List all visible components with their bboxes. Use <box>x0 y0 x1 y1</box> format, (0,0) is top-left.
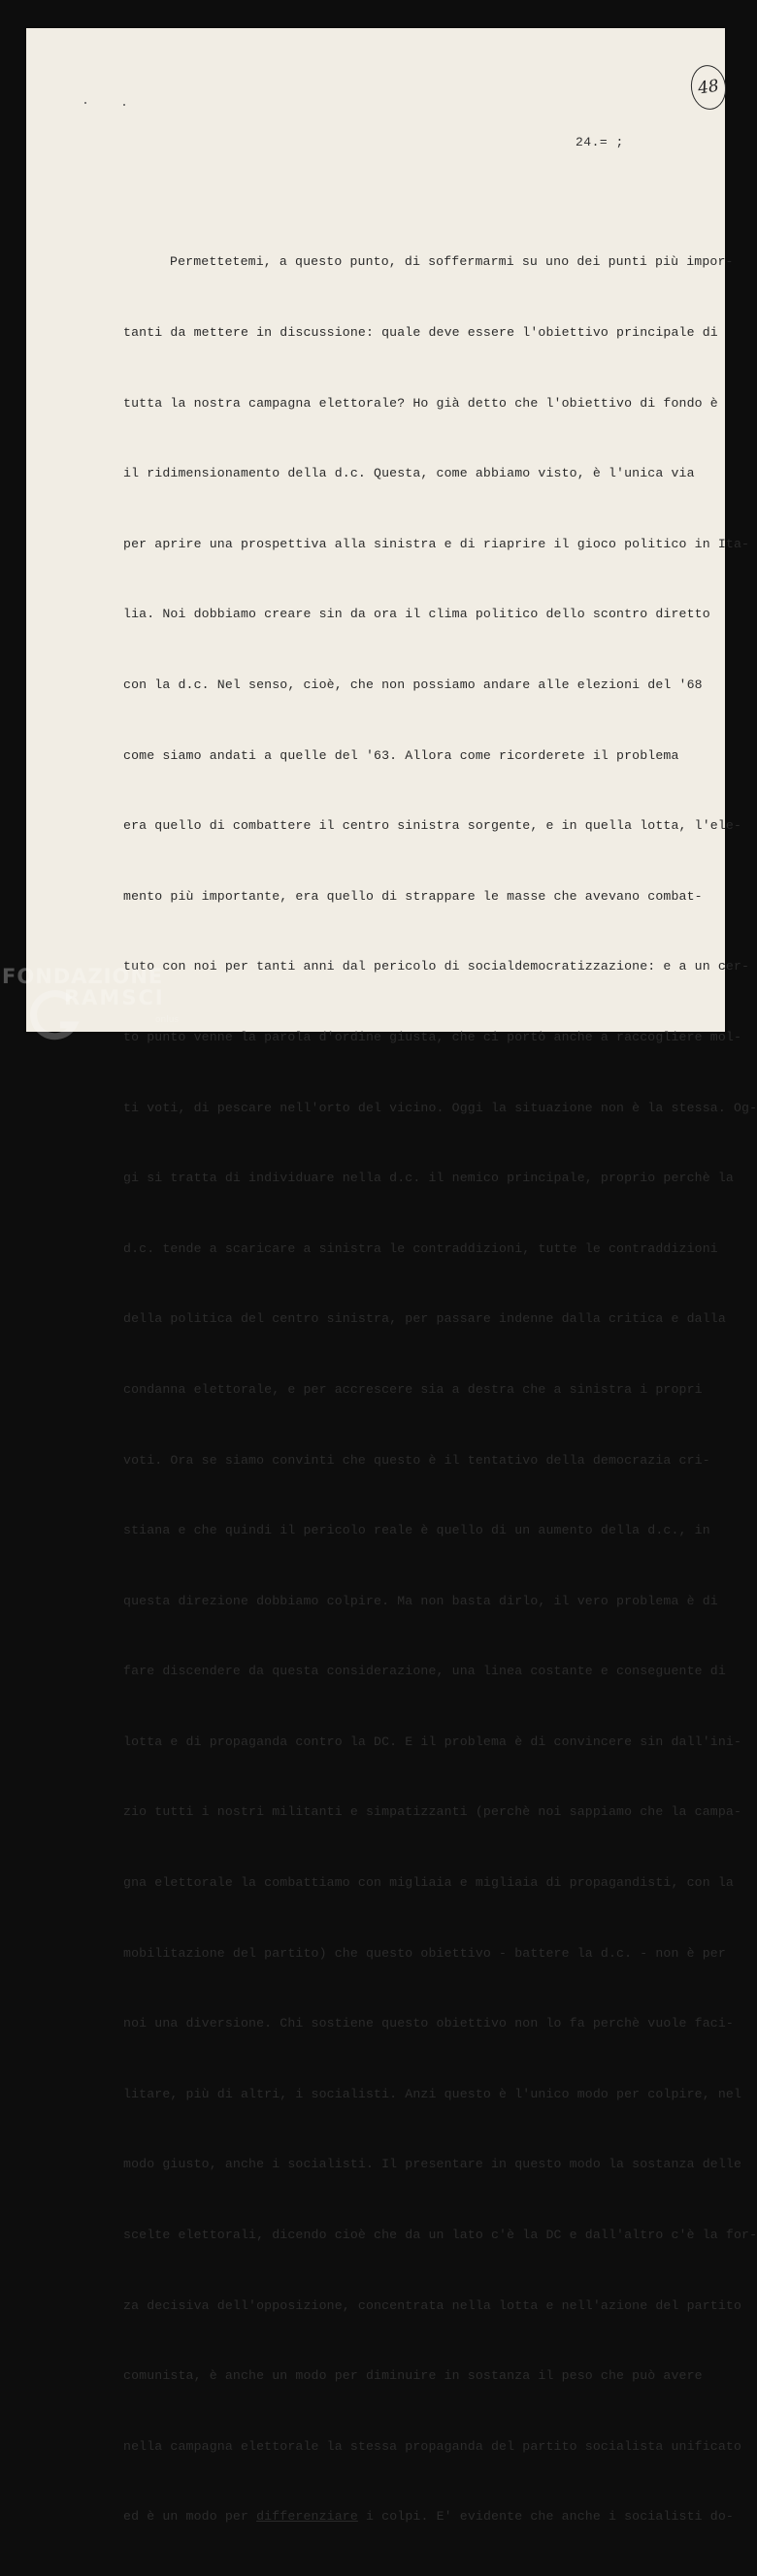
text-line: condanna elettorale, e per accrescere sia a destra che a sinistra i propri <box>123 1381 703 1397</box>
text-line: voti. Ora se siamo convinti che questo è il tentativo della democrazia cri- <box>123 1452 710 1468</box>
text-line: fare discendere da questa considerazione, una linea costante e conseguente di <box>123 1664 726 1679</box>
text-line: zio tutti i nostri militanti e simpatizzanti (perchè noi sappiamo che la campa- <box>123 1804 742 1820</box>
text-line: nella campagna elettorale la stessa propaganda del partito socialista unificato <box>123 2438 742 2454</box>
text-segment: ed è un modo per <box>123 2509 257 2525</box>
text-line: stiana e che quindi il pericolo reale è quello di un aumento della d.c., in <box>123 1523 710 1538</box>
text-line: lia. Noi dobbiamo creare sin da ora il clima politico dello scontro diretto <box>123 607 710 622</box>
text-line: za decisiva dell'opposizione, concentrata nella lotta e nell'azione del partito <box>123 2297 742 2313</box>
text-line: per aprire una prospettiva alla sinistra e di riaprire il gioco politico in Ita- <box>123 536 750 551</box>
text-line: gi si tratta di individuare nella d.c. il nemico principale, proprio perchè la <box>123 1171 734 1186</box>
text-line: con la d.c. Nel senso, cioè, che non possiamo andare alle elezioni del '68 <box>123 677 703 692</box>
paper-specks <box>84 96 133 116</box>
watermark-line2: RAMSCI <box>64 986 165 1009</box>
underlined-word: differenziare <box>256 2509 358 2525</box>
text-segment: i colpi. E' evidente che anche i socialisti do- <box>357 2509 734 2525</box>
text-line: to punto venne la parola d'ordine giusta, che ci portò anche a raccogliere mol- <box>123 1029 742 1044</box>
text-line: ti voti, di pescare nell'orto del vicino. Oggi la situazione non è la stessa. Og- <box>123 1100 757 1115</box>
text-line: lotta e di propaganda contro la DC. E il problema è di convincere sin dall'ini- <box>123 1734 742 1749</box>
text-line: gna elettorale la combattiamo con migliaia e migliaia di propagandisti, con la <box>123 1875 734 1891</box>
text-line: mento più importante, era quello di strappare le masse che avevano combat- <box>123 888 703 904</box>
text-line: litare, più di altri, i socialisti. Anzi questo è l'unico modo per colpire, nel <box>123 2086 742 2101</box>
text-line: noi una diversione. Chi sostiene questo obiettivo non lo fa perchè vuole faci- <box>123 2016 734 2031</box>
text-line: Permettetemi, a questo punto, di soffermarmi su uno dei punti più impor- <box>170 254 734 270</box>
text-line: tutta la nostra campagna elettorale? Ho già detto che l'obiettivo di fondo è <box>123 395 718 411</box>
text-line: era quello di combattere il centro sinistra sorgente, e in quella lotta, l'ele- <box>123 818 742 834</box>
watermark-line1: FONDAZIONE <box>2 965 164 988</box>
text-line: mobilitazione del partito) che questo obiettivo - battere la d.c. - non è per <box>123 1945 726 1961</box>
page-number: 24.= ; <box>576 135 624 149</box>
text-line: tanti da mettere in discussione: quale deve essere l'obiettivo principale di <box>123 325 718 340</box>
watermark-line3: onlus <box>155 1015 180 1025</box>
folio-number: 48 <box>696 76 721 99</box>
text-line: tuto con noi per tanti anni dal pericolo di socialdemocratizzazione: e a un cer- <box>123 959 750 974</box>
text-line: modo giusto, anche i socialisti. Il presentare in questo modo la sostanza delle <box>123 2157 742 2172</box>
text-line: il ridimensionamento della d.c. Questa, come abbiamo visto, è l'unica via <box>123 466 695 481</box>
text-line: comunista, è anche un modo per diminuire in sostanza il peso che può avere <box>123 2368 703 2384</box>
text-line: d.c. tende a scaricare a sinistra le contraddizioni, tutte le contraddizioni <box>123 1240 718 1256</box>
folio-number-stamp <box>688 63 729 113</box>
document-page <box>26 28 757 2525</box>
text-line: scelte elettorali, dicendo cioè che da un lato c'è la DC e dall'altro c'è la for- <box>123 2228 757 2243</box>
text-line-last <box>123 2505 734 2528</box>
text-line: della politica del centro sinistra, per passare indenne dalla critica e dalla <box>123 1311 726 1327</box>
text-line: come siamo andati a quelle del '63. Allora come ricorderete il problema <box>123 747 679 763</box>
text-line: questa direzione dobbiamo colpire. Ma non basta dirlo, il vero problema è di <box>123 1593 718 1608</box>
